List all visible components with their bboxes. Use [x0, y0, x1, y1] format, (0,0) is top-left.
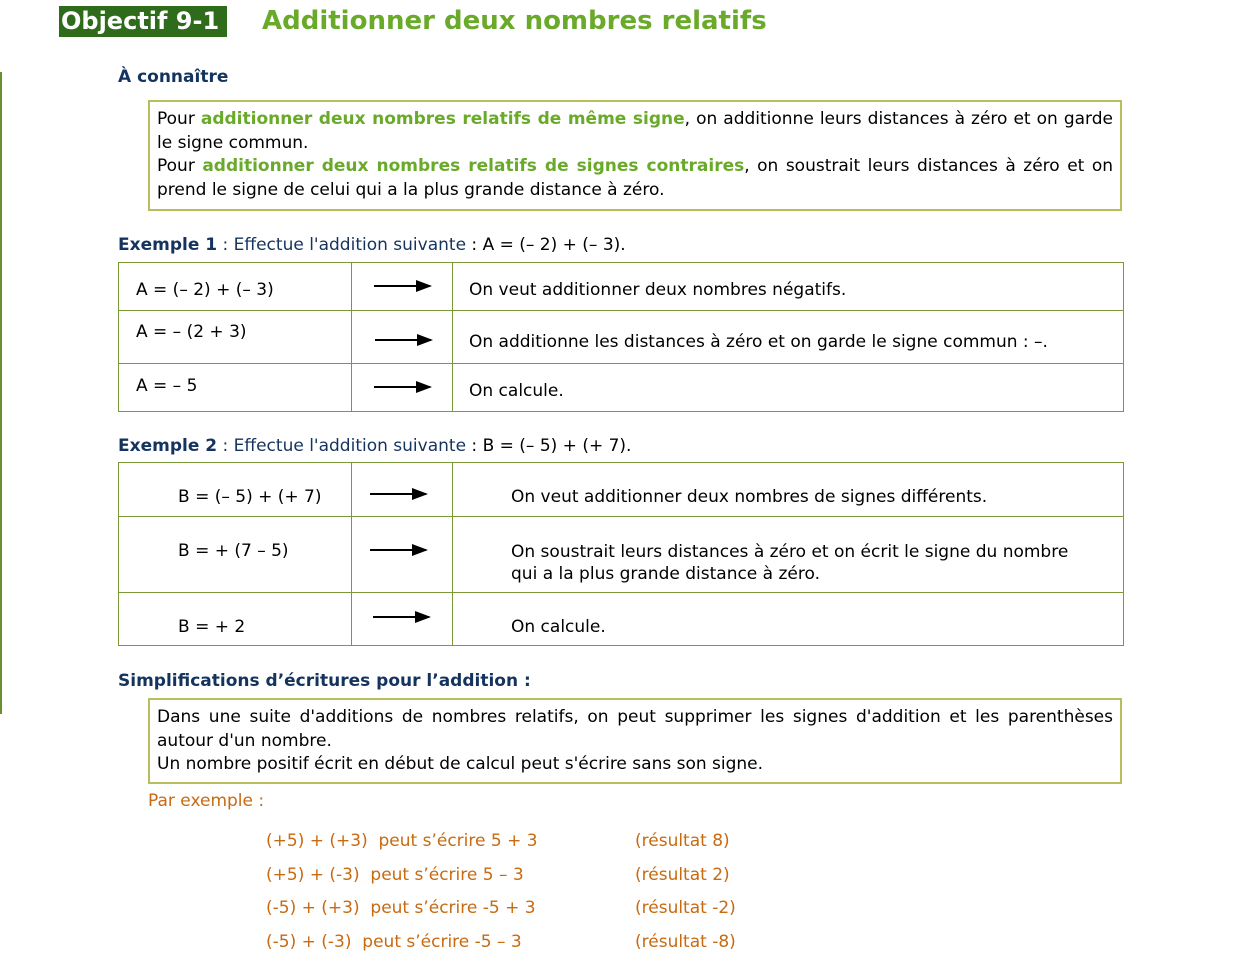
explanation: On soustrait leurs distances à zéro et on écrit le signe du nombre qui a la plus grande distance à zéro. [511, 542, 1069, 584]
explanation: On calcule. [469, 381, 564, 401]
calc-step: B = + (7 – 5) [178, 541, 289, 561]
example-expression: : A = (– 2) + (– 3). [466, 235, 626, 255]
explanation: On calcule. [511, 617, 606, 637]
par-exemple-label: Par exemple : [148, 791, 265, 811]
objective-tag: Objectif 9-1 [59, 6, 227, 37]
calc-step: A = – (2 + 3) [136, 322, 247, 342]
rule-text: , on soustrait leurs distances à zéro et on prend le signe de celui qui a la plus grande distance à zéro. [157, 156, 1113, 200]
simplification-rule: Dans une suite d'additions de nombres relatifs, on peut supprimer les signes d'addition et les parenthèses autour d'un nombre. [157, 707, 1113, 751]
example-expr: (-5) + (-3) peut s’écrire -5 – 3 [266, 932, 522, 952]
example-result: (résultat 2) [635, 865, 730, 885]
rule-same-sign [157, 108, 1113, 155]
table-row [119, 463, 1124, 517]
section-heading-simplifications: Simplifications d’écritures pour l’addition : [118, 671, 531, 691]
calc-step: B = + 2 [178, 617, 246, 637]
table-row [119, 517, 1124, 593]
example2-heading [118, 434, 631, 458]
simplification-rule: Un nombre positif écrit en début de calcul peut s'écrire sans son signe. [157, 754, 764, 774]
example-result: (résultat 8) [635, 831, 730, 851]
left-margin-rule [0, 72, 2, 714]
rule-highlight: additionner deux nombres relatifs de même signe [200, 109, 685, 129]
simplification-box [148, 698, 1122, 784]
rule-opposite-sign [157, 155, 1113, 202]
example-label: Exemple 2 [118, 436, 218, 456]
calc-step: A = (– 2) + (– 3) [136, 280, 274, 300]
rule-text: , on additionne leurs distances à zéro et on garde le signe commun. [157, 109, 1113, 153]
example-expression: : B = (– 5) + (+ 7). [466, 436, 632, 456]
example2-table [118, 462, 1124, 646]
rule-highlight: additionner deux nombres relatifs de signes contraires [202, 156, 745, 176]
rule-text: Pour [157, 109, 201, 129]
arrow-icon [375, 339, 431, 341]
example-instruction: : Effectue l'addition suivante [217, 436, 467, 456]
arrow-icon [374, 386, 430, 388]
explanation: On veut additionner deux nombres négatifs. [469, 280, 847, 300]
example-result: (résultat -8) [635, 932, 736, 952]
arrow-icon [374, 285, 430, 287]
rule-text: Pour [157, 156, 203, 176]
table-row [119, 263, 1124, 311]
section-heading-connaitre: À connaître [118, 67, 229, 87]
table-row [119, 364, 1124, 412]
example-label: Exemple 1 [118, 235, 218, 255]
arrow-icon [373, 616, 429, 618]
example-result: (résultat -2) [635, 898, 736, 918]
example-instruction: : Effectue l'addition suivante [217, 235, 467, 255]
example-expr: (+5) + (-3) peut s’écrire 5 – 3 [266, 865, 524, 885]
table-row [119, 593, 1124, 646]
example1-table [118, 262, 1124, 412]
rule-box [148, 100, 1122, 211]
page-title: Additionner deux nombres relatifs [262, 6, 767, 36]
example-expr: (-5) + (+3) peut s’écrire -5 + 3 [266, 898, 536, 918]
calc-step: B = (– 5) + (+ 7) [178, 487, 322, 507]
example1-heading [118, 233, 626, 257]
explanation: On veut additionner deux nombres de signes différents. [511, 487, 988, 507]
explanation: On additionne les distances à zéro et on garde le signe commun : –. [469, 332, 1048, 352]
table-row [119, 311, 1124, 364]
arrow-icon [370, 493, 426, 495]
example-expr: (+5) + (+3) peut s’écrire 5 + 3 [266, 831, 538, 851]
calc-step: A = – 5 [136, 376, 198, 396]
arrow-icon [370, 549, 426, 551]
